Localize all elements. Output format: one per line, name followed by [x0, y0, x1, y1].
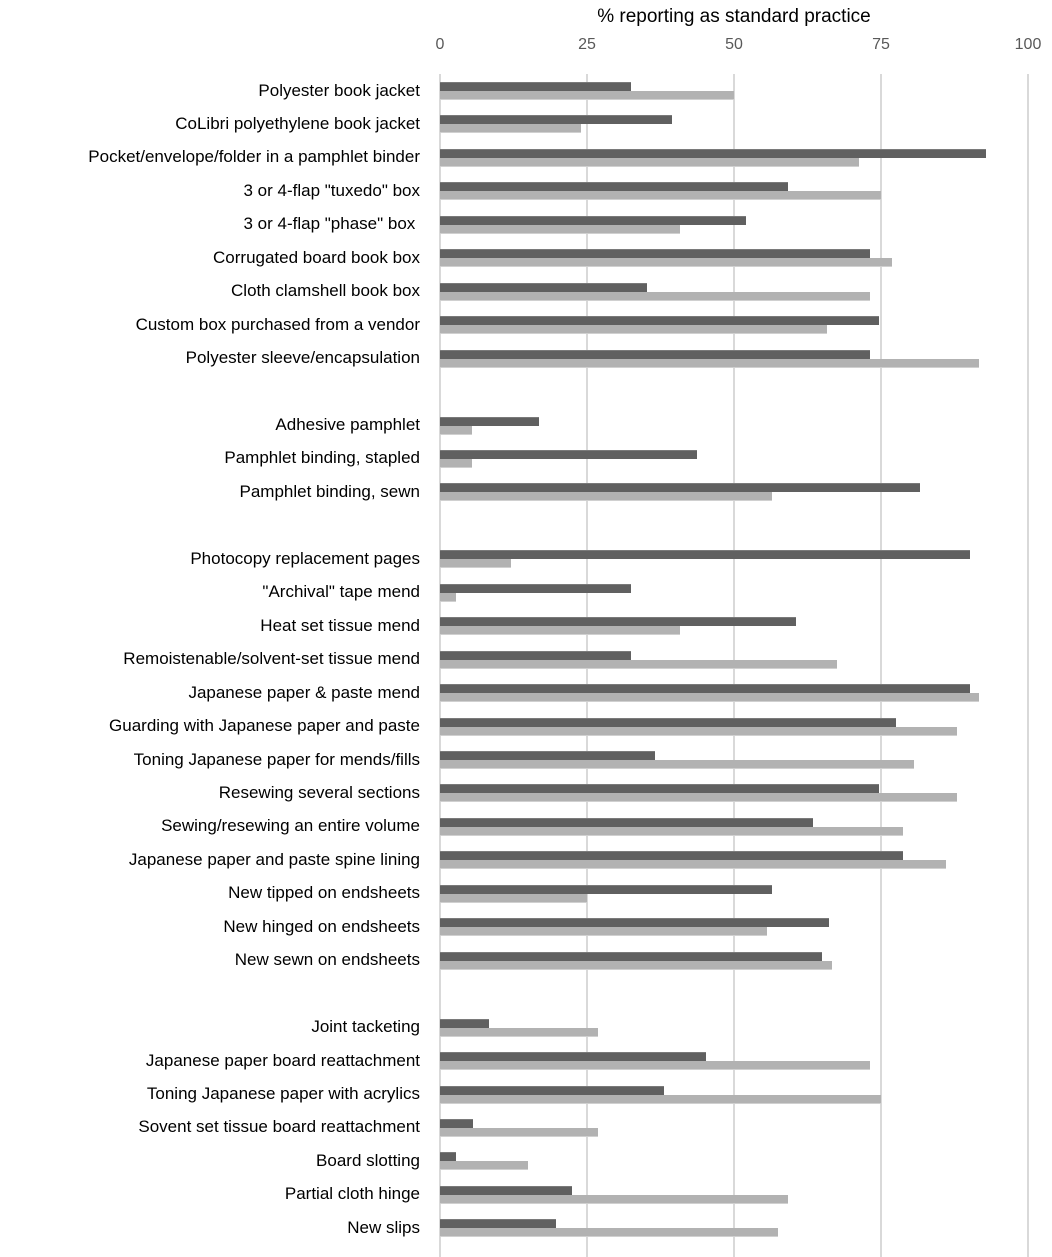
bar-series-2 [440, 1128, 598, 1137]
category-label: 3 or 4-flap "phase" box [243, 214, 420, 234]
bar-series-1 [440, 550, 970, 559]
bar-series-2 [440, 1028, 598, 1037]
category-label: Photocopy replacement pages [190, 548, 420, 568]
bar-series-1 [440, 182, 788, 191]
bar-series-2 [440, 1061, 870, 1070]
bar-series-2 [440, 91, 734, 100]
bar-series-1 [440, 751, 655, 760]
bar-series-2 [440, 1228, 778, 1237]
bar-series-2 [440, 1095, 881, 1104]
bar-series-2 [440, 492, 772, 501]
category-label: Sovent set tissue board reattachment [138, 1117, 420, 1137]
category-label: Sewing/resewing an entire volume [161, 816, 420, 836]
bar-series-2 [440, 727, 957, 736]
bar-series-2 [440, 158, 859, 167]
x-tick-label: 100 [1014, 36, 1042, 53]
bar-series-1 [440, 851, 903, 860]
bar-series-2 [440, 626, 680, 635]
category-label: Board slotting [316, 1150, 420, 1170]
bar-series-1 [440, 952, 822, 961]
x-tick-label: 50 [725, 36, 743, 53]
bar-series-2 [440, 225, 680, 234]
category-label: Heat set tissue mend [260, 615, 420, 635]
bar-series-1 [440, 1186, 572, 1195]
bar-series-2 [440, 593, 456, 602]
category-label: Partial cloth hinge [284, 1184, 420, 1204]
category-label: Joint tacketing [311, 1017, 420, 1037]
bar-series-1 [440, 483, 920, 492]
gridline [1027, 74, 1029, 1257]
bar-series-2 [440, 1161, 528, 1170]
bar-series-2 [440, 459, 472, 468]
bar-series-1 [440, 115, 672, 124]
x-tick-label: 75 [872, 36, 890, 53]
category-label: New slips [347, 1217, 420, 1237]
category-label: Japanese paper and paste spine lining [128, 849, 420, 869]
category-label: New sewn on endsheets [234, 950, 420, 970]
bar-series-1 [440, 249, 870, 258]
category-label: Polyester book jacket [258, 80, 420, 100]
bar-series-2 [440, 827, 903, 836]
bar-series-2 [440, 793, 957, 802]
bar-series-2 [440, 359, 979, 368]
bar-series-1 [440, 617, 796, 626]
category-label: "Archival" tape mend [262, 582, 420, 602]
bar-series-1 [440, 885, 772, 894]
category-label: Remoistenable/solvent-set tissue mend [123, 649, 420, 669]
bar-series-1 [440, 651, 631, 660]
category-label: Resewing several sections [218, 782, 420, 802]
bar-series-1 [440, 149, 986, 158]
bar-series-1 [440, 216, 746, 225]
x-axis-title: % reporting as standard practice [597, 6, 871, 27]
bar-series-1 [440, 818, 813, 827]
category-label: Corrugated board book box [213, 247, 420, 267]
category-label: Guarding with Japanese paper and paste [109, 716, 420, 736]
category-label: Japanese paper & paste mend [188, 682, 420, 702]
category-label: Japanese paper board reattachment [145, 1050, 420, 1070]
category-label: CoLibri polyethylene book jacket [175, 113, 420, 133]
gridline [880, 74, 882, 1257]
x-tick-label: 0 [435, 36, 445, 53]
bar-series-2 [440, 894, 587, 903]
bar-series-1 [440, 82, 631, 91]
category-label: 3 or 4-flap "tuxedo" box [243, 180, 420, 200]
category-label: Custom box purchased from a vendor [135, 314, 420, 334]
category-label: New hinged on endsheets [223, 916, 420, 936]
bar-series-2 [440, 426, 472, 435]
category-label: Pamphlet binding, stapled [224, 448, 420, 468]
bar-series-1 [440, 350, 870, 359]
category-label: Cloth clamshell book box [231, 281, 420, 301]
bar-series-1 [440, 1086, 664, 1095]
bar-series-1 [440, 1219, 556, 1228]
bar-series-1 [440, 1152, 456, 1161]
bar-series-1 [440, 1019, 489, 1028]
bar-series-1 [440, 1119, 473, 1128]
bar-series-1 [440, 684, 970, 693]
bar-series-2 [440, 660, 837, 669]
bar-series-2 [440, 258, 892, 267]
category-label: Polyester sleeve/encapsulation [185, 348, 420, 368]
bar-series-1 [440, 918, 829, 927]
bar-series-2 [440, 961, 832, 970]
bar-series-2 [440, 860, 946, 869]
category-label: Adhesive pamphlet [275, 415, 420, 434]
category-label: Pocket/envelope/folder in a pamphlet binder [88, 147, 420, 167]
bar-series-1 [440, 417, 539, 426]
bar-series-1 [440, 316, 879, 325]
bar-series-1 [440, 450, 697, 459]
bar-series-2 [440, 927, 767, 936]
bar-series-1 [440, 283, 647, 292]
bar-series-1 [440, 584, 631, 593]
bar-series-2 [440, 292, 870, 301]
bar-series-2 [440, 1195, 788, 1204]
bar-series-1 [440, 784, 879, 793]
bar-series-2 [440, 325, 827, 334]
bar-series-2 [440, 191, 881, 200]
x-tick-label: 25 [578, 36, 596, 53]
bar-series-2 [440, 559, 511, 568]
bar-series-1 [440, 718, 896, 727]
bar-series-1 [440, 1052, 706, 1061]
bar-series-2 [440, 124, 581, 133]
category-label: Toning Japanese paper with acrylics [146, 1084, 420, 1103]
bar-series-2 [440, 693, 979, 702]
category-label: Pamphlet binding, sewn [239, 481, 420, 501]
bar-series-2 [440, 760, 914, 769]
category-label: New tipped on endsheets [228, 883, 420, 903]
category-label: Toning Japanese paper for mends/fills [133, 749, 420, 769]
